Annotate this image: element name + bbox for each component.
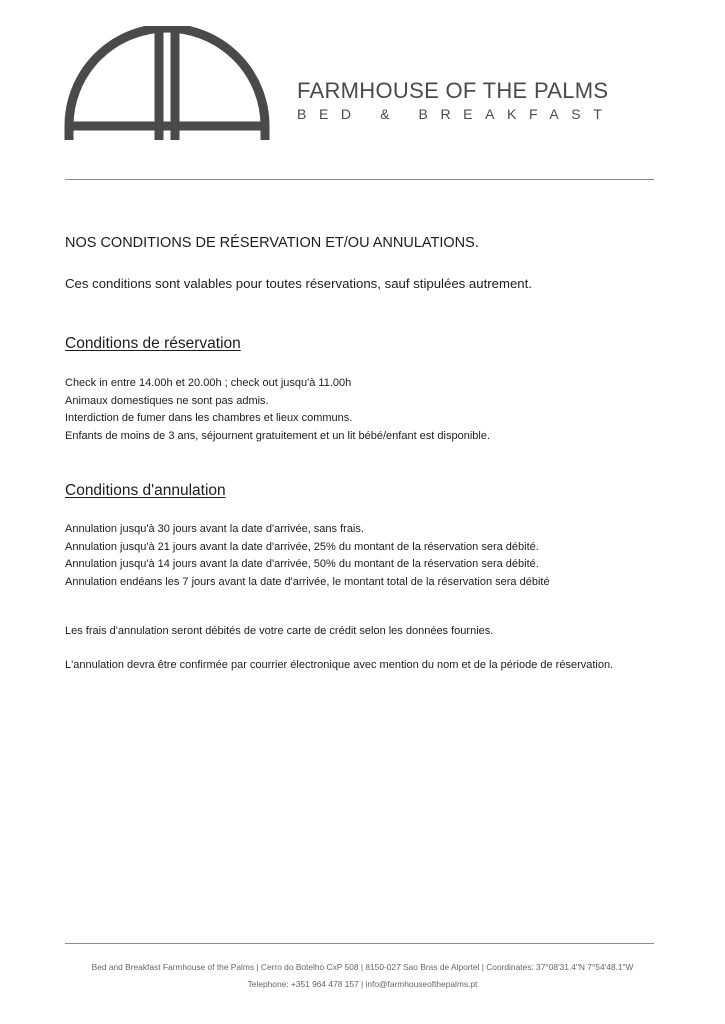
intro-text: Ces conditions sont valables pour toutes réservations, sauf stipulées autrement. [65, 276, 532, 291]
list-item: Annulation jusqu'à 30 jours avant la date d'arrivée, sans frais. [65, 523, 364, 535]
cancellation-confirmation-note: L'annulation devra être confirmée par courrier électronique avec mention du nom et de la période de réservation. [65, 659, 614, 671]
cancellation-conditions-list [65, 521, 550, 591]
list-item: Interdiction de fumer dans les chambres et lieux communs. [65, 412, 353, 424]
arched-window-logo-icon [64, 26, 270, 140]
brand-subtitle: BED & BREAKFAST [297, 106, 615, 122]
list-item: Annulation jusqu'à 21 jours avant la date d'arrivée, 25% du montant de la réservation sera débité. [65, 540, 539, 553]
footer-divider [65, 943, 654, 944]
footer-address: Bed and Breakfast Farmhouse of the Palms | Cerro do Botelho CxP 508 | 8150-027 Sao Bras de Alportel | Coordinates: 37°08'31.4"N 7°54'48.1"W [91, 962, 634, 972]
list-item: Annulation endéans les 7 jours avant la date d'arrivée, le montant total de la réservation sera débité [65, 575, 550, 588]
list-item: Animaux domestiques ne sont pas admis. [65, 394, 269, 407]
reservation-conditions-title: Conditions de réservation [65, 335, 241, 352]
list-item: Enfants de moins de 3 ans, séjournent gratuitement et un lit bébé/enfant est disponible. [65, 429, 490, 442]
brand-block [297, 78, 614, 123]
footer-contact: Telephone: +351 964 478 157 | info@farmhouseofthepalms.pt [247, 979, 478, 989]
header-divider [65, 179, 654, 180]
list-item: Annulation jusqu'à 14 jours avant la date d'arrivée, 50% du montant de la réservation sera débité. [65, 558, 539, 570]
reservation-conditions-list [65, 375, 490, 445]
cancellation-conditions-title: Conditions d'annulation [65, 482, 226, 499]
list-item: Check in entre 14.00h et 20.00h ; check out jusqu'à 11.00h [65, 377, 352, 389]
cancellation-fees-note: Les frais d'annulation seront débités de votre carte de crédit selon les données fournies. [65, 625, 494, 637]
page-heading: NOS CONDITIONS DE RÉSERVATION ET/OU ANNULATIONS. [65, 235, 479, 251]
brand-title: FARMHOUSE OF THE PALMS [297, 78, 609, 103]
